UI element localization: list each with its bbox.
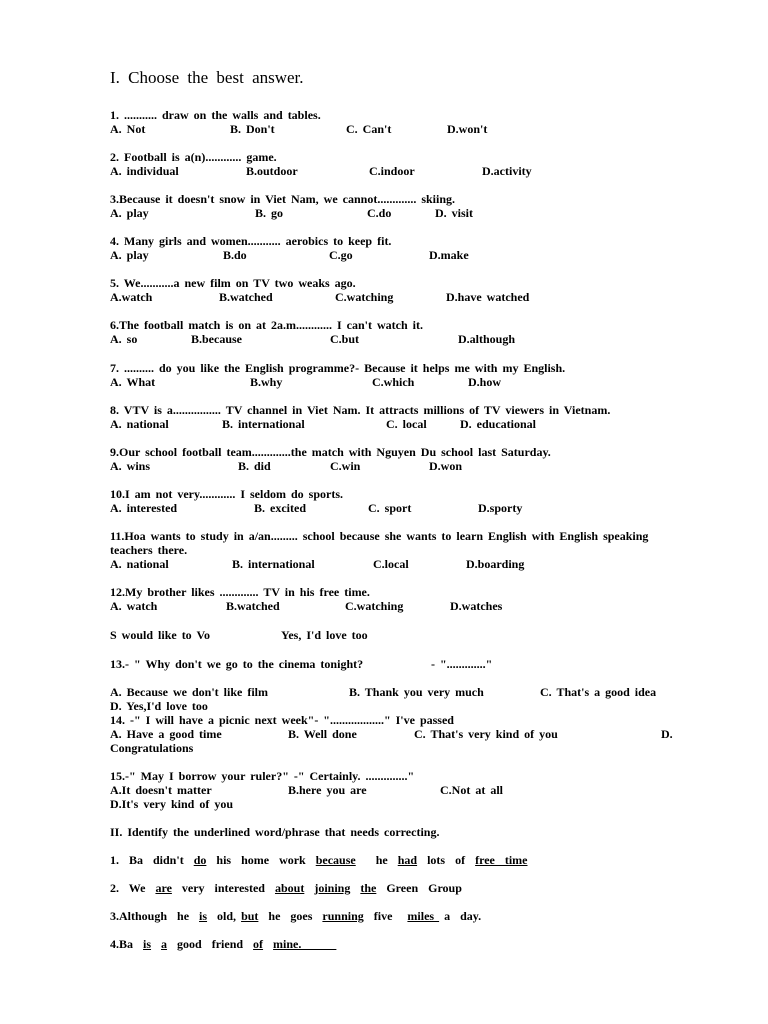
option-a[interactable]: A. play: [110, 248, 149, 262]
correction-sentence-1: 1. Ba didn't do his home work because he had lots of free time: [110, 853, 528, 867]
question-12: [110, 585, 675, 613]
option-d[interactable]: D.watches: [450, 599, 503, 613]
question-11: [110, 529, 675, 571]
option-a[interactable]: A. national: [110, 417, 169, 431]
option-a[interactable]: A. play: [110, 206, 149, 220]
answer-options: [110, 685, 675, 699]
underlined-phrase[interactable]: but: [241, 909, 259, 923]
option-a[interactable]: A. national: [110, 557, 169, 571]
answer-options: [110, 375, 675, 389]
option-b[interactable]: B. Well done: [288, 727, 357, 741]
option-c[interactable]: C.local: [373, 557, 409, 571]
question-stem: 15.-" May I borrow your ruler?" -" Certainly. ..............": [110, 769, 415, 783]
answer-options: [110, 501, 675, 515]
option-d[interactable]: D.although: [458, 332, 516, 346]
option-a[interactable]: A.It doesn't matter: [110, 783, 212, 797]
answer-options: [110, 122, 675, 136]
option-b[interactable]: B. Thank you very much: [349, 685, 484, 699]
question-stem: 1. ........... draw on the walls and tables.: [110, 108, 321, 122]
section-1-heading: I. Choose the best answer.: [110, 68, 304, 87]
answer-options: [110, 599, 675, 613]
question-6: [110, 318, 675, 346]
option-b[interactable]: B.because: [191, 332, 242, 346]
option-b[interactable]: B. international: [232, 557, 315, 571]
question-stem: 8. VTV is a................ TV channel in Viet Nam. It attracts millions of TV viewers in Vietnam.: [110, 403, 611, 417]
option-c[interactable]: C. Can't: [346, 122, 392, 136]
option-c[interactable]: C. local: [386, 417, 427, 431]
answer-options: [110, 459, 675, 473]
option-b[interactable]: B. international: [222, 417, 305, 431]
question-stem: 4. Many girls and women........... aerobics to keep fit.: [110, 234, 392, 248]
underlined-phrase[interactable]: is: [143, 937, 152, 951]
question-stem: 2. Football is a(n)............ game.: [110, 150, 277, 164]
question-7: [110, 361, 675, 389]
answer-options: [110, 417, 675, 431]
option-b[interactable]: B.why: [250, 375, 283, 389]
underlined-phrase[interactable]: joining: [314, 881, 351, 895]
option-b[interactable]: B.outdoor: [246, 164, 298, 178]
option-b[interactable]: B.here you are: [288, 783, 367, 797]
option-c[interactable]: C.win: [330, 459, 361, 473]
question-stem: 7. .......... do you like the English programme?- Because it helps me with my English.: [110, 361, 566, 375]
option-c[interactable]: C.but: [330, 332, 360, 346]
option-c[interactable]: C.indoor: [369, 164, 415, 178]
option-a[interactable]: A. Have a good time: [110, 727, 222, 741]
question-14: [110, 713, 675, 755]
option-d[interactable]: D.make: [429, 248, 469, 262]
option-a[interactable]: A. interested: [110, 501, 178, 515]
option-d[interactable]: D.won: [429, 459, 463, 473]
option-b[interactable]: B. Don't: [230, 122, 275, 136]
option-c[interactable]: C.do: [367, 206, 392, 220]
correction-sentence-2: 2. We are very interested about joining the Green Group: [110, 881, 462, 895]
extra-left-text: S would like to Vo: [110, 628, 211, 642]
correction-sentence-3: 3.Although he is old, but he goes running five miles a day.: [110, 909, 482, 923]
question-15: [110, 769, 675, 811]
answer-options: [110, 248, 675, 262]
option-d[interactable]: D.boarding: [466, 557, 525, 571]
option-a[interactable]: A. What: [110, 375, 156, 389]
underlined-phrase[interactable]: of: [253, 937, 264, 951]
answer-options: [110, 206, 675, 220]
question-stem: 3.Because it doesn't snow in Viet Nam, we cannot............. skiing.: [110, 192, 456, 206]
option-d[interactable]: D. visit: [435, 206, 473, 220]
underlined-phrase[interactable]: a: [161, 937, 168, 951]
option-d[interactable]: D. educational: [460, 417, 537, 431]
answer-options: [110, 557, 675, 571]
extra-line: [110, 628, 675, 642]
option-b[interactable]: B.watched: [219, 290, 273, 304]
option-a[interactable]: A. wins: [110, 459, 151, 473]
answer-options: [110, 332, 675, 346]
option-c[interactable]: C.which: [372, 375, 415, 389]
question-13-options: [110, 685, 675, 713]
question-13: [110, 657, 675, 671]
underlined-phrase[interactable]: are: [155, 881, 172, 895]
underlined-phrase[interactable]: free time: [475, 853, 528, 867]
option-c[interactable]: C. sport: [368, 501, 412, 515]
answer-options: [110, 727, 675, 741]
option-b[interactable]: B. excited: [254, 501, 306, 515]
question-stem: 11.Hoa wants to study in a/an......... school because she wants to learn English with English speaking teachers there.: [110, 529, 649, 557]
option-a[interactable]: A.watch: [110, 290, 153, 304]
option-d[interactable]: D.activity: [482, 164, 532, 178]
question-10: [110, 487, 675, 515]
underlined-phrase[interactable]: mine.: [273, 937, 337, 951]
answer-options: [110, 783, 675, 797]
section-2-heading: II. Identify the underlined word/phrase that needs correcting.: [110, 825, 440, 839]
underlined-phrase[interactable]: running: [322, 909, 364, 923]
option-a[interactable]: A. so: [110, 332, 138, 346]
question-5: [110, 276, 675, 304]
underlined-phrase[interactable]: had: [397, 853, 418, 867]
option-b[interactable]: B.do: [223, 248, 247, 262]
correction-sentence-4: 4.Ba is a good friend of mine.: [110, 937, 337, 951]
underlined-phrase[interactable]: miles: [407, 909, 440, 923]
question-stem: 5. We...........a new film on TV two weaks ago.: [110, 276, 356, 290]
question-2: [110, 150, 675, 178]
option-d-label[interactable]: D.: [661, 727, 673, 741]
underlined-phrase[interactable]: because: [315, 853, 356, 867]
answer-options: [110, 290, 675, 304]
option-d[interactable]: D.sporty: [478, 501, 523, 515]
option-c[interactable]: C. That's very kind of you: [414, 727, 558, 741]
option-d[interactable]: D.It's very kind of you: [110, 797, 234, 811]
option-c[interactable]: C.watching: [335, 290, 394, 304]
option-a[interactable]: A. individual: [110, 164, 179, 178]
question-stem-text: 13.- " Why don't we go to the cinema tonight?: [110, 657, 364, 671]
option-b[interactable]: B.watched: [226, 599, 280, 613]
option-c[interactable]: C.watching: [345, 599, 404, 613]
question-8: [110, 403, 675, 431]
extra-right-text: Yes, I'd love too: [281, 628, 368, 642]
answer-options: [110, 164, 675, 178]
option-b[interactable]: B. go: [255, 206, 284, 220]
option-d[interactable]: D.how: [468, 375, 502, 389]
option-d[interactable]: D.won't: [447, 122, 488, 136]
option-a[interactable]: A. Not: [110, 122, 146, 136]
option-c[interactable]: C.go: [329, 248, 353, 262]
option-a[interactable]: A. watch: [110, 599, 158, 613]
question-3: [110, 192, 675, 220]
question-1: [110, 108, 675, 136]
option-b[interactable]: B. did: [238, 459, 271, 473]
option-d[interactable]: Congratulations: [110, 741, 194, 755]
question-9: [110, 445, 675, 473]
question-stem: [110, 657, 675, 671]
underlined-phrase[interactable]: do: [193, 853, 207, 867]
question-stem: 10.I am not very............ I seldom do sports.: [110, 487, 344, 501]
question-stem-reply: - ".............": [431, 657, 493, 671]
question-4: [110, 234, 675, 262]
option-d[interactable]: D.have watched: [446, 290, 530, 304]
question-stem: 14. -" I will have a picnic next week"- ".................." I've passed: [110, 713, 454, 727]
option-d[interactable]: D. Yes,I'd love too: [110, 699, 208, 713]
question-stem: 6.The football match is on at 2a.m............ I can't watch it.: [110, 318, 423, 332]
option-c[interactable]: C. That's a good idea: [540, 685, 657, 699]
option-a[interactable]: A. Because we don't like film: [110, 685, 268, 699]
underlined-phrase[interactable]: the: [360, 881, 377, 895]
question-stem: 9.Our school football team.............the match with Nguyen Du school last Saturday.: [110, 445, 551, 459]
underlined-phrase[interactable]: is: [199, 909, 208, 923]
underlined-phrase[interactable]: about: [274, 881, 305, 895]
question-stem: 12.My brother likes ............. TV in his free time.: [110, 585, 370, 599]
option-c[interactable]: C.Not at all: [440, 783, 503, 797]
